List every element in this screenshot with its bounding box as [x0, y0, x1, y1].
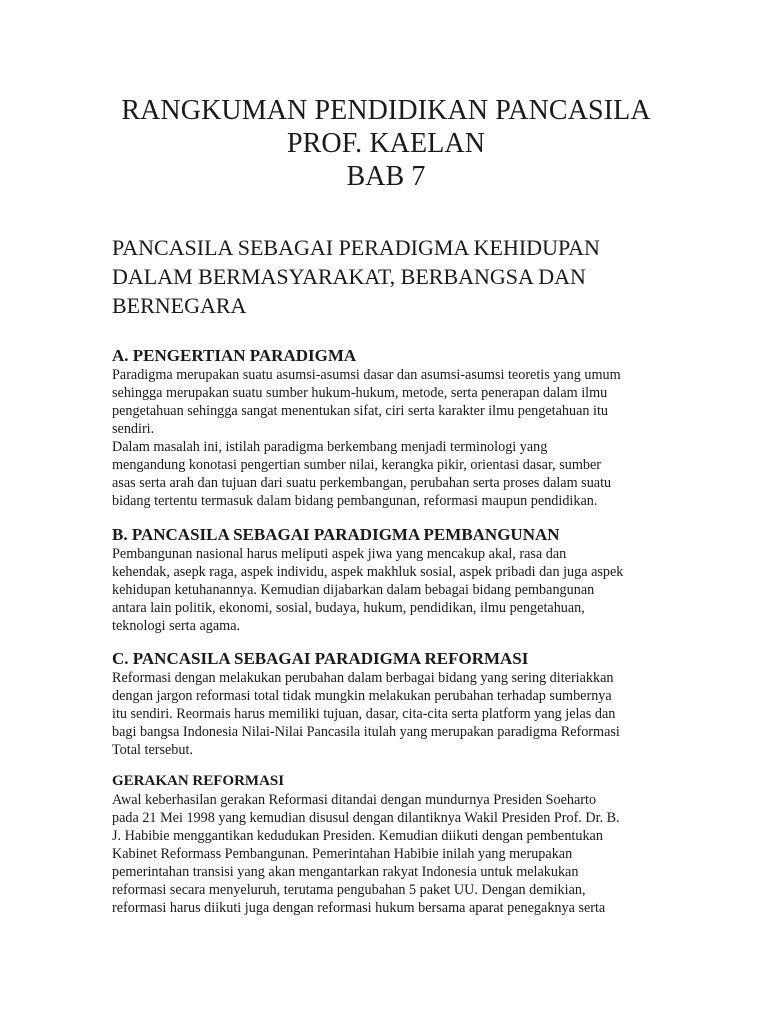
section-paradigma-reformasi — [112, 649, 660, 759]
paragraph: Dalam masalah ini, istilah paradigma berkembang menjadi terminologi yang mengandung konotasi pengertian sumber nilai, kerangka pikir, orientasi dasar, sumber asas serta arah dan tujuan dari suatu perkembangan, perubahan serta proses dalam suatu bidang tertentu termasuk dalam bidang pembangunan, reformasi maupun pendidikan. — [112, 439, 612, 509]
paragraph: Paradigma merupakan suatu asumsi-asumsi dasar dan asumsi-asumsi teoretis yang umum sehingga merupakan suatu sumber hukum-hukum, metode, serta penerapan dalam ilmu pengetahuan sehingga sangat menentukan sifat, ciri serta karakter ilmu pengetahuan itu sendiri. — [112, 367, 621, 437]
chapter-title-line-1: PANCASILA SEBAGAI PERADIGMA KEHIDUPAN — [112, 235, 600, 260]
section-heading: GERAKAN REFORMASI — [112, 773, 285, 789]
section-heading: B. PANCASILA SEBAGAI PARADIGMA PEMBANGUNAN — [112, 525, 560, 544]
section-paradigma-pembangunan — [112, 525, 660, 635]
chapter-title-line-2: DALAM BERMASYARAKAT, BERBANGSA DAN — [112, 264, 586, 289]
document-title — [112, 94, 660, 193]
title-line-1: RANGKUMAN PENDIDIKAN PANCASILA — [121, 95, 651, 126]
title-line-3: BAB 7 — [346, 161, 426, 192]
paragraph: Pembangunan nasional harus meliputi aspek jiwa yang mencakup akal, rasa dan kehendak, asepk raga, aspek individu, aspek makhluk sosial, aspek pribadi dan juga aspek kehidupan ketuhanannya. Kemudian dijabarkan dalam bebagai bidang pembangunan antara lain politik, ekonomi, sosial, budaya, hukum, pendidikan, ilmu pengetahuan, teknologi serta agama. — [112, 546, 624, 634]
section-heading: C. PANCASILA SEBAGAI PARADIGMA REFORMASI — [112, 649, 529, 668]
title-line-2: PROF. KAELAN — [286, 128, 486, 159]
section-heading: A. PENGERTIAN PARADIGMA — [112, 346, 357, 365]
section-pengertian-paradigma — [112, 346, 660, 510]
chapter-title-line-3: BERNEGARA — [112, 293, 247, 318]
section-gerakan-reformasi — [112, 771, 660, 917]
paragraph: Reformasi dengan melakukan perubahan dalam berbagai bidang yang sering diteriakkan dengan jargon reformasi total tidak mungkin melakukan perubahan terhadap sumbernya itu sendiri. Reormais harus memiliki tujuan, dasar, cita-cita serta platform yang jelas dan bagi bangsa Indonesia Nilai-Nilai Pancasila itulah yang merupakan paradigma Reformasi Total tersebut. — [112, 670, 620, 758]
chapter-title — [112, 233, 660, 320]
paragraph: Awal keberhasilan gerakan Reformasi ditandai dengan mundurnya Presiden Soeharto pada 21 Mei 1998 yang kemudian disusul dengan dilantiknya Wakil Presiden Prof. Dr. B. J. Habibie menggantikan kedudukan Presiden. Kemudian diikuti dengan pembentukan Kabinet Reformass Pembangunan. Pemerintahan Habibie inilah yang merupakan pemerintahan transisi yang akan mengantarkan rakyat Indonesia untuk melakukan reformasi secara menyeluruh, terutama pengubahan 5 paket UU. Dengan demikian, reformasi harus diikuti juga dengan reformasi hukum bersama aparat penegaknya serta — [112, 792, 620, 916]
